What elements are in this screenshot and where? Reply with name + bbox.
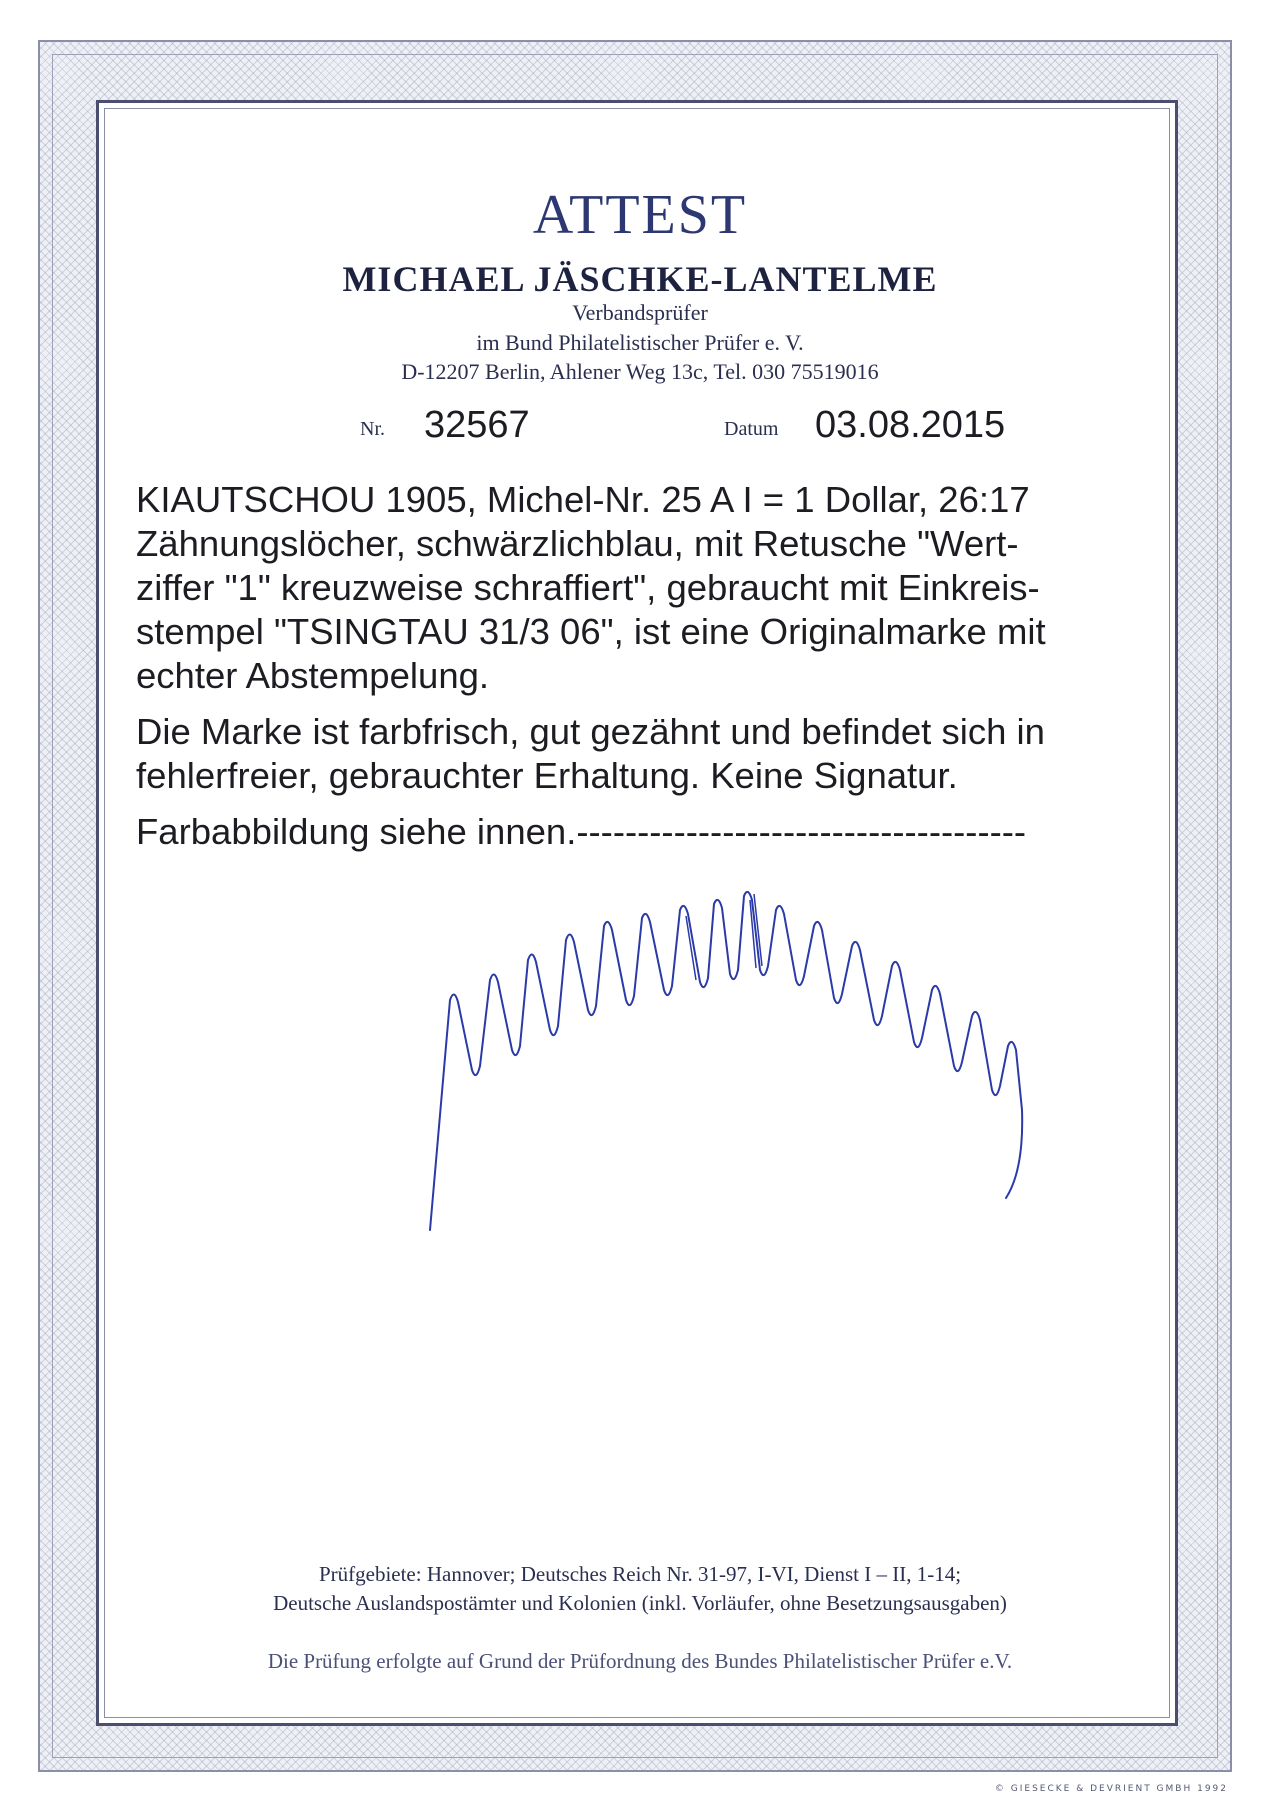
certificate-date: 03.08.2015 <box>815 404 1006 446</box>
description-line: ziffer "1" kreuzweise schraffiert", gebraucht mit Einkreis- <box>136 567 1040 608</box>
condition-line: fehlerfreier, gebrauchter Erhaltung. Keine Signatur. <box>136 755 958 796</box>
description-line: echter Abstempelung. <box>136 655 490 696</box>
handwritten-signature <box>410 870 1190 1270</box>
exam-regulation-note: Die Prüfung erfolgte auf Grund der Prüfordnung des Bundes Philatelistischer Prüfer e.V. <box>267 1649 1013 1673</box>
image-note <box>136 810 1136 854</box>
examiner-name: MICHAEL JÄSCHKE-LANTELME <box>342 259 938 299</box>
date-label: Datum <box>724 418 779 440</box>
examiner-association: im Bund Philatelistischer Prüfer e. V. <box>476 330 804 355</box>
condition-line: Die Marke ist farbfrisch, gut gezähnt und befindet sich in <box>136 711 1045 752</box>
number-label: Nr. <box>360 418 385 440</box>
description-line: Zähnungslöcher, schwärzlichblau, mit Retusche "Wert- <box>136 523 1019 564</box>
printer-mark: © GIESECKE & DEVRIENT GMBH 1992 <box>994 1784 1228 1794</box>
certificate-title: ATTEST <box>532 184 748 246</box>
condition-paragraph <box>136 710 1136 798</box>
certificate-number: 32567 <box>424 404 530 446</box>
description-paragraph <box>136 478 1136 698</box>
exam-areas-line-1: Prüfgebiete: Hannover; Deutsches Reich Nr. 31-97, I-VI, Dienst I – II, 1-14; <box>318 1562 962 1586</box>
examiner-role: Verbandsprüfer <box>572 300 708 325</box>
examiner-address: D-12207 Berlin, Ahlener Weg 13c, Tel. 030 75519016 <box>401 359 879 384</box>
image-note-line: Farbabbildung siehe innen.------------------------------------- <box>136 811 1027 852</box>
exam-areas-line-2: Deutsche Auslandspostämter und Kolonien (inkl. Vorläufer, ohne Besetzungsausgaben) <box>273 1591 1007 1615</box>
description-line: stempel "TSINGTAU 31/3 06", ist eine Originalmarke mit <box>136 611 1046 652</box>
description-line: KIAUTSCHOU 1905, Michel-Nr. 25 A I = 1 Dollar, 26:17 <box>136 479 1030 520</box>
